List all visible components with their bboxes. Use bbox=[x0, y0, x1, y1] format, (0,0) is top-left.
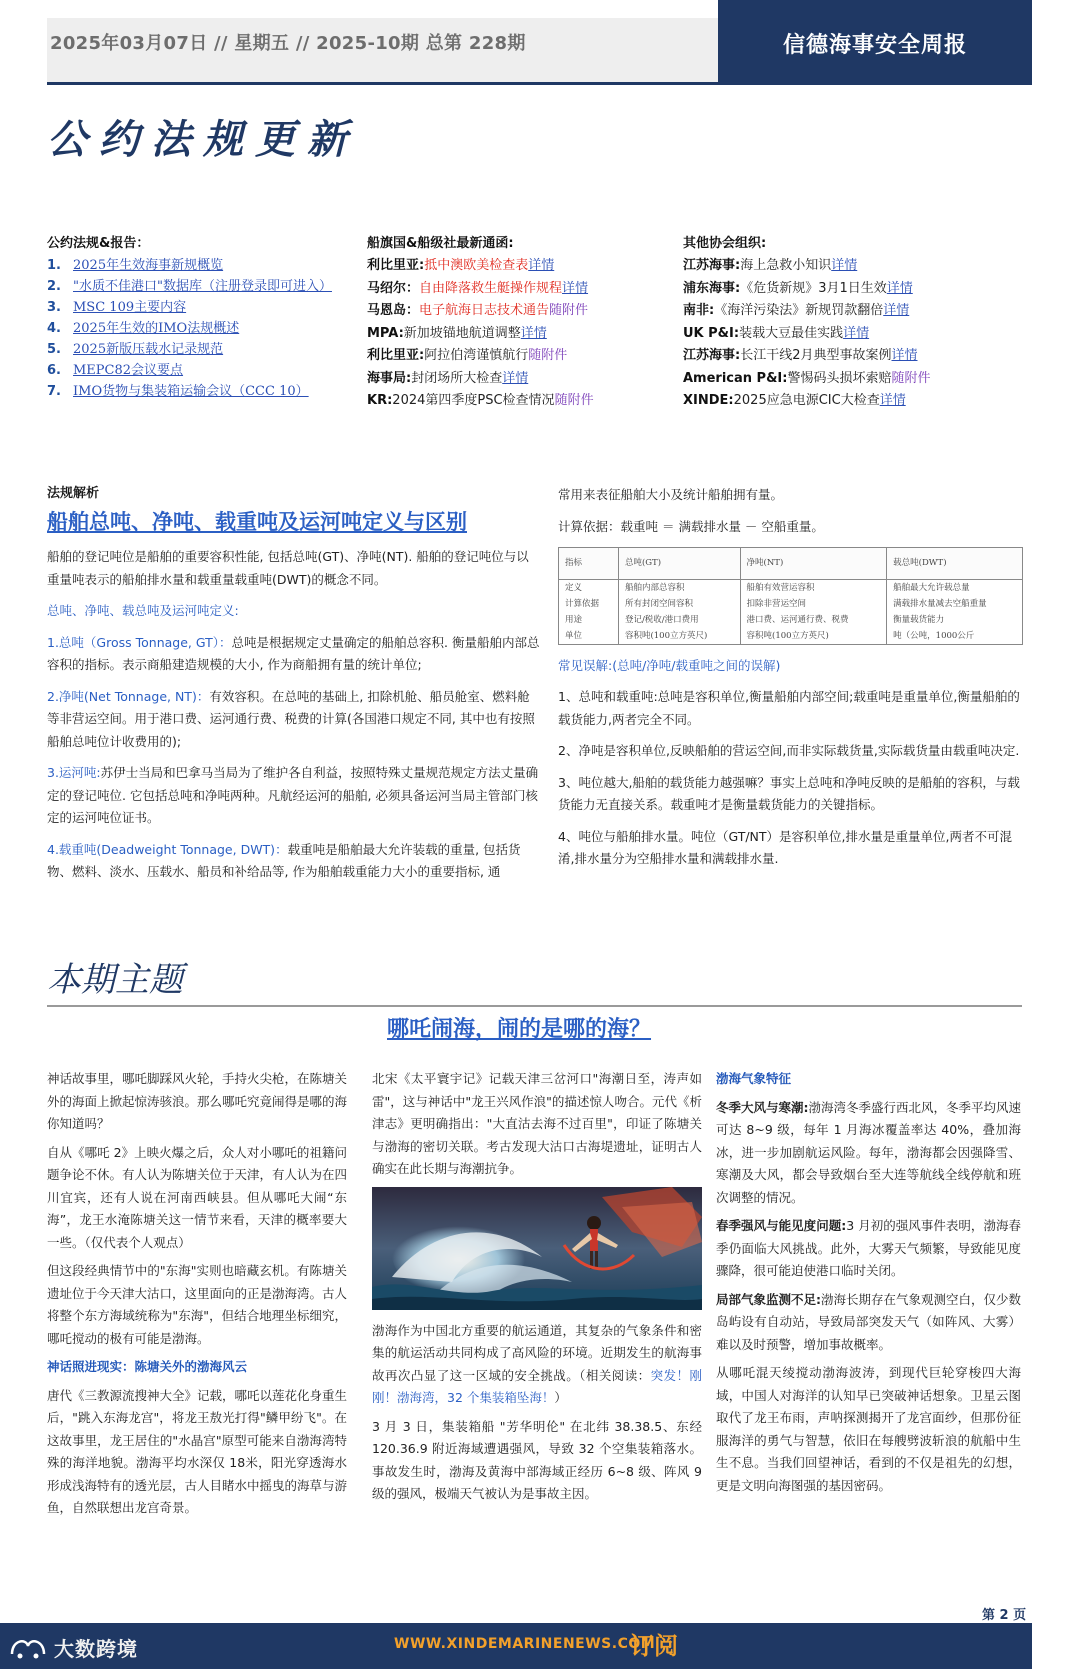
association-item bbox=[683, 278, 1043, 301]
issuer-name: 马绍尔： bbox=[367, 280, 420, 296]
law-intro: 船舶的登记吨位是船舶的重要容积性能, 包括总吨(GT)、净吨(NT). 船舶的登记吨位与以重量吨表示的船舶排水量和载重量载重吨(DWT)的概念不同。 bbox=[47, 549, 529, 587]
regulation-item bbox=[47, 318, 367, 339]
notice-title: 装载大豆最佳实践 bbox=[739, 325, 844, 341]
regulation-link[interactable]: 2025年生效的IMO法规概述 bbox=[73, 321, 240, 336]
topic-headline[interactable]: 哪吒闹海，闹的是哪的海？ bbox=[387, 1017, 652, 1042]
attachment-link[interactable]: 随附件 bbox=[549, 303, 589, 318]
issuer-name: MPA: bbox=[367, 325, 404, 341]
header-divider bbox=[47, 82, 1032, 85]
details-link[interactable]: 详情 bbox=[886, 280, 913, 296]
table-cell: 定义 bbox=[559, 579, 619, 596]
issuer-name: 利比里亚: bbox=[367, 258, 425, 273]
definition-body: 载重吨是船舶最大允许装载的重量, 包括货物、燃料、淡水、压载水、船员和补给品等, 作为船舶载重能力大小的重要指标, 通 bbox=[47, 841, 521, 879]
circular-title: 新加坡锚地航道调整 bbox=[403, 325, 521, 341]
notice-title: 长江干线2月典型事故案例 bbox=[740, 348, 892, 363]
item-number: 3. bbox=[47, 300, 61, 315]
details-link[interactable]: 详情 bbox=[528, 258, 555, 273]
regulation-item bbox=[47, 255, 367, 276]
article-subheading: 神话照进现实：陈塘关外的渤海风云 bbox=[47, 1359, 248, 1374]
article-paragraph: 北宋《太平寰宇记》记载天津三岔河口"海潮日至，涛声如雷"，这与神话中"龙王兴风作浪"的描述惊人吻合。元代《析津志》更明确指出："大直沽去海不过百里"，印证了陈塘关与渤海的密切关联。考古发现大沽口古海堤遗址，证明古人确实在此长期与海潮抗争。 bbox=[372, 1071, 702, 1176]
law-left-column bbox=[47, 546, 540, 893]
article-paragraph: 3 月 3 日，集装箱船 "芳华明伦" 在北纬 38.38.5、东经 120.36.9 附近海域遭遇强风，导致 32 个空集装箱落水。事故发生时，渤海及黄海中部海域正经历 6~8 级、阵风 9 级的强风，极端天气被认为是事故主因。 bbox=[372, 1418, 702, 1501]
table-cell: 登记/税收/港口费用 bbox=[618, 612, 740, 628]
association-item bbox=[683, 323, 1043, 346]
association-item bbox=[683, 368, 1043, 391]
issue-date-line: 2025年03月07日 // 星期五 // 2025-10期 总第 228期 bbox=[50, 33, 526, 54]
table-cell: 港口费、运河通行费、税费 bbox=[740, 612, 887, 628]
regulation-link[interactable]: 2025新版压载水记录规范 bbox=[73, 342, 224, 357]
details-link[interactable]: 详情 bbox=[879, 393, 906, 408]
definition-body: 有效容积。在总吨的基础上, 扣除机舱、船员舱室、燃料舱等非营运空间。用于港口费、运河通行费、税费的计算(各国港口规定不同, 其中也有按照船舶总吨位计收费用的); bbox=[47, 688, 535, 749]
law-analysis-title[interactable]: 船舶总吨、净吨、载重吨及运河吨定义与区别 bbox=[47, 510, 467, 534]
brand-title: 信德海事安全周报 bbox=[718, 0, 1032, 82]
table-cell: 船舶最大允许载总量 bbox=[887, 579, 1023, 596]
table-cell: 用途 bbox=[559, 612, 619, 628]
details-link[interactable]: 详情 bbox=[520, 325, 547, 341]
article-text: 3 月初的强风事件表明，渤海春季仍面临大风挑战。此外，大雾天气频繁，导致能见度骤降，很可能迫使港口临时关闭。 bbox=[716, 1218, 1021, 1278]
table-row bbox=[559, 612, 1023, 628]
article-paragraph bbox=[716, 1289, 1021, 1357]
definition-term: 4.载重吨(Deadweight Tonnage, DWT)： bbox=[47, 841, 288, 857]
flag-state-heading: 船旗国&船级社最新通函: bbox=[367, 236, 514, 251]
table-header-cell: 载总吨(DWT) bbox=[887, 548, 1023, 580]
table-header-row bbox=[559, 548, 1023, 580]
item-number: 4. bbox=[47, 321, 61, 336]
issuer-name: 马恩岛： bbox=[367, 303, 420, 318]
circular-item bbox=[367, 278, 677, 301]
table-row bbox=[559, 596, 1023, 612]
table-header-cell: 净吨(NT) bbox=[740, 548, 887, 580]
definition-dwt bbox=[47, 839, 540, 884]
table-row bbox=[559, 579, 1023, 596]
regulation-item bbox=[47, 297, 367, 318]
item-number: 1. bbox=[47, 258, 61, 273]
article-paragraph bbox=[372, 1320, 702, 1410]
paragraph-lead: 局部气象监测不足: bbox=[716, 1291, 821, 1307]
dwt-calculation: 计算依据：载重吨 ＝ 满载排水量 － 空船重量。 bbox=[558, 518, 824, 534]
misconception-item: 1、总吨和载重吨:总吨是容积单位,衡量船舶内部空间;载重吨是重量单位,衡量船舶的载货能力,两者完全不同。 bbox=[558, 689, 1020, 727]
item-number: 5. bbox=[47, 342, 61, 357]
associations-list bbox=[683, 255, 1043, 413]
section-title-regulations: 公约法规更新 bbox=[47, 116, 359, 163]
item-number: 7. bbox=[47, 384, 61, 399]
footer-website-link[interactable]: WWW.XINDEMARINENEWS.COM bbox=[394, 1636, 656, 1652]
definition-body: 苏伊士当局和巴拿马当局为了维护各自利益，按照特殊丈量规范规定方法丈量确定的登记吨位. 它包括总吨和净吨两种。凡航经运河的船舶, 必须具备运河当局主管部门核定的运河吨位证书。 bbox=[47, 765, 539, 825]
regulations-heading: 公约法规&报告： bbox=[47, 236, 150, 251]
misconception-item: 3、吨位越大,船舶的载货能力越强嘛？事实上总吨和净吨反映的是船舶的容积，与载货能力无直接关系。载重吨才是衡量载货能力的关键指标。 bbox=[558, 774, 1020, 812]
law-right-column bbox=[558, 484, 1028, 880]
associations-column bbox=[683, 232, 1043, 413]
details-link[interactable]: 详情 bbox=[562, 280, 589, 296]
details-link[interactable]: 详情 bbox=[843, 325, 870, 341]
table-cell: 船舶内部总容积 bbox=[618, 579, 740, 596]
notice-title: 《危货新规》3月1日生效 bbox=[740, 280, 887, 296]
definition-term: 3.运河吨: bbox=[47, 765, 101, 780]
issuer-name: 浦东海事: bbox=[683, 280, 741, 296]
section-title-topic: 本期主题 bbox=[47, 960, 183, 1000]
article-column-2 bbox=[372, 1068, 702, 1512]
details-link[interactable]: 详情 bbox=[502, 370, 529, 386]
association-item bbox=[683, 255, 1043, 278]
section-divider bbox=[47, 1005, 1022, 1007]
notice-title: 《海洋污染法》新规罚款翻倍 bbox=[714, 303, 884, 318]
circular-title: 抵中澳欧美检查表 bbox=[424, 258, 529, 273]
paragraph-lead: 春季强风与能见度问题: bbox=[716, 1218, 847, 1233]
issuer-name: American P&I: bbox=[683, 370, 788, 386]
tonnage-comparison-table bbox=[558, 547, 1023, 645]
regulation-link[interactable]: MEPC82会议要点 bbox=[73, 363, 184, 378]
paragraph-lead: 冬季大风与寒潮: bbox=[716, 1099, 809, 1115]
attachment-link[interactable]: 随附件 bbox=[554, 393, 594, 408]
circular-title: 电子航海日志技术通告 bbox=[419, 303, 550, 318]
item-number: 6. bbox=[47, 363, 61, 378]
notice-title: 2025应急电源CIC大检查 bbox=[733, 393, 880, 408]
circular-title: 封闭场所大检查 bbox=[411, 370, 503, 386]
flag-state-column bbox=[367, 232, 677, 413]
circular-title: 2024第四季度PSC检查情况 bbox=[392, 393, 555, 408]
regulation-link[interactable]: "水质不佳港口"数据库（注册登录即可进入） bbox=[73, 279, 332, 294]
misconception-item: 4、吨位与船舶排水量。吨位（GT/NT）是容积单位,排水量是重量单位,两者不可混淆,排水量分为空船排水量和满载排水量. bbox=[558, 828, 1012, 866]
issuer-name: UK P&I: bbox=[683, 325, 740, 341]
misconception-item: 2、净吨是容积单位,反映船舶的营运空间,而非实际载货量,实际载货量由载重吨决定. bbox=[558, 743, 1020, 758]
article-paragraph: 但这段经典情节中的"东海"实则也暗藏玄机。有陈塘关遗址位于今天津大沽口，这里面向的正是渤海湾。古人将整个东方海域统称为"东海"，但结合地理坐标细究，哪吒搅动的极有可能是渤海。 bbox=[47, 1263, 348, 1346]
regulation-link[interactable]: MSC 109主要内容 bbox=[73, 300, 187, 315]
table-row bbox=[559, 628, 1023, 645]
circular-item bbox=[367, 345, 677, 368]
attachment-link[interactable]: 随附件 bbox=[891, 370, 931, 386]
table-header-cell: 总吨(GT) bbox=[618, 548, 740, 580]
definition-nt bbox=[47, 686, 540, 754]
definition-gt bbox=[47, 632, 540, 677]
issuer-name: 江苏海事: bbox=[683, 348, 741, 363]
regulation-link[interactable]: 2025年生效海事新规概览 bbox=[73, 258, 224, 273]
article-text: 渤海作为中国北方重要的航运通道，其复杂的气象条件和密集的航运活动共同构成了高风险的环境。近期发生的航海事故再次凸显了这一区域的安全挑战。（相关阅读： bbox=[372, 1322, 702, 1383]
circular-item bbox=[367, 368, 677, 391]
subscribe-link[interactable]: 订阅 bbox=[630, 1632, 678, 1660]
nezha-sea-illustration bbox=[372, 1187, 702, 1310]
table-cell: 吨（公吨，1000公斤 bbox=[887, 628, 1023, 645]
regulation-item bbox=[47, 360, 367, 381]
footer-logo bbox=[8, 1628, 138, 1666]
article-text: 渤海长期存在气象观测空白，仅少数岛屿设有自动站，导致局部突发天气（如阵风、大雾）难以及时预警，增加事故概率。 bbox=[716, 1291, 1022, 1352]
regulations-column bbox=[47, 232, 367, 402]
associations-heading: 其他协会组织: bbox=[683, 236, 767, 251]
article-column-1 bbox=[47, 1068, 347, 1526]
association-item bbox=[683, 390, 1043, 413]
article-text: ） bbox=[554, 1390, 567, 1405]
association-item bbox=[683, 300, 1043, 323]
article-column-3 bbox=[716, 1068, 1021, 1503]
table-cell: 计算依据 bbox=[559, 596, 619, 612]
table-cell: 满载排水量减去空船重量 bbox=[887, 596, 1023, 612]
article-paragraph bbox=[716, 1097, 1021, 1210]
table-cell: 船舶有效营运容积 bbox=[740, 579, 887, 596]
issuer-name: XINDE: bbox=[683, 393, 734, 408]
misconceptions-heading: 常见误解:(总吨/净吨/载重吨之间的误解) bbox=[558, 657, 781, 673]
details-link[interactable]: 详情 bbox=[831, 258, 858, 273]
definition-term: 1.总吨（Gross Tonnage, GT）： bbox=[47, 634, 232, 650]
regulation-item bbox=[47, 276, 367, 297]
issuer-name: 江苏海事: bbox=[683, 258, 741, 273]
item-number: 2. bbox=[47, 279, 61, 294]
details-link[interactable]: 详情 bbox=[891, 348, 918, 363]
regulation-item bbox=[47, 381, 367, 402]
circular-item bbox=[367, 390, 677, 413]
circular-title: 自由降落救生艇操作规程 bbox=[419, 280, 563, 296]
table-body bbox=[559, 579, 1023, 644]
article-paragraph: 神话故事里，哪吒脚踩风火轮，手持火尖枪，在陈塘关外的海面上掀起惊涛骇浪。那么哪吒究竟闹得是哪的海你知道吗？ bbox=[47, 1071, 348, 1131]
definitions-heading: 总吨、净吨、载总吨及运河吨定义: bbox=[47, 603, 239, 618]
article-paragraph: 自从《哪吒 2》上映火爆之后，众人对小哪吒的祖籍问题争论不休。有人认为陈塘关位于天津，有人认为在四川宜宾，还有人说在河南西峡县。但从哪吒大闹“东海”，龙王水淹陈塘关这一情节来看，天津的概率要大一些。（仅代表个人观点） bbox=[47, 1144, 348, 1250]
issuer-name: 利比里亚: bbox=[367, 348, 425, 363]
article-subheading: 渤海气象特征 bbox=[716, 1071, 792, 1086]
circular-item bbox=[367, 255, 677, 278]
association-item bbox=[683, 345, 1043, 368]
issuer-name: 南非: bbox=[683, 303, 715, 318]
issuer-name: KR: bbox=[367, 393, 393, 408]
table-header-cell: 指标 bbox=[559, 548, 619, 580]
dwt-continued: 常用来表征船舶大小及统计船舶拥有量。 bbox=[558, 487, 784, 502]
definition-body: 总吨是根据规定丈量确定的船舶总容积. 衡量船舶内部总容积的指标。表示商船建造规模的大小, 作为商船拥有量的统计单位; bbox=[47, 634, 540, 672]
issuer-name: 海事局: bbox=[367, 370, 412, 386]
attachment-link[interactable]: 随附件 bbox=[528, 348, 568, 363]
definition-canal bbox=[47, 762, 540, 830]
regulation-link[interactable]: IMO货物与集装箱运输会议（CCC 10） bbox=[73, 384, 309, 399]
circular-item bbox=[367, 300, 677, 323]
table-cell: 容积吨(100立方英尺) bbox=[740, 628, 887, 645]
notice-title: 海上急救小知识 bbox=[740, 258, 832, 273]
regulations-list bbox=[47, 255, 367, 402]
circular-title: 阿拉伯湾谨慎航行 bbox=[424, 348, 529, 363]
table-cell: 衡量载货能力 bbox=[887, 612, 1023, 628]
table-cell: 容积吨(100立方英尺) bbox=[618, 628, 740, 645]
details-link[interactable]: 详情 bbox=[883, 303, 910, 318]
article-paragraph: 从哪吒混天绫搅动渤海波涛，到现代巨轮穿梭四大海域，中国人对海洋的认知早已突破神话想象。卫星云图取代了龙王布雨，声呐探测揭开了龙宫面纱，但那份征服海洋的勇气与智慧，依旧在每艘劈波斩浪的航船中生生不息。当我们回望神话，看到的不仅是祖先的幻想，更是文明向海图强的基因密码。 bbox=[716, 1365, 1021, 1493]
definition-term: 2.净吨(Net Tonnage, NT)： bbox=[47, 688, 210, 704]
data-logo-icon bbox=[8, 1632, 48, 1662]
related-article-link[interactable]: 突发！刚刚！渤海湾，32 个集装箱坠海！ bbox=[372, 1367, 702, 1405]
table-cell: 单位 bbox=[559, 628, 619, 645]
article-paragraph bbox=[716, 1215, 1021, 1283]
footer-logo-name: 大数跨境 bbox=[54, 1636, 138, 1661]
table-cell: 所有封闭空间容积 bbox=[618, 596, 740, 612]
article-paragraph: 唐代《三教源流搜神大全》记载，哪吒以莲花化身重生后，"跳入东海龙宫"，将龙王敖光打得"鳞甲纷飞"。在这故事里，龙王居住的"水晶宫"原型可能来自渤海湾特殊的海洋地貌。渤海平均水深仅 18米，阳光穿透海水形成浅海特有的透光层，古人目睹水中摇曳的海草与游鱼，自然联想出龙宫奇景。 bbox=[47, 1387, 348, 1515]
circular-item bbox=[367, 323, 677, 346]
regulation-item bbox=[47, 339, 367, 360]
notice-title: 警惕码头损坏索赔 bbox=[787, 370, 892, 386]
table-cell: 扣除非营运空间 bbox=[740, 596, 887, 612]
article-text: 渤海湾冬季盛行西北风，冬季平均风速可达 8~9 级，每年 1 月海冰覆盖率达 40%，叠加海冰，进一步加剧航运风险。每年，渤海都会因强降雪、寒潮及大风，都会导致烟台至大连等航线全线停航和班次调整的情况。 bbox=[716, 1099, 1022, 1205]
law-analysis-label: 法规解析 bbox=[47, 486, 100, 501]
page-number: 第 2 页 bbox=[982, 1608, 1027, 1623]
flag-state-list bbox=[367, 255, 677, 413]
